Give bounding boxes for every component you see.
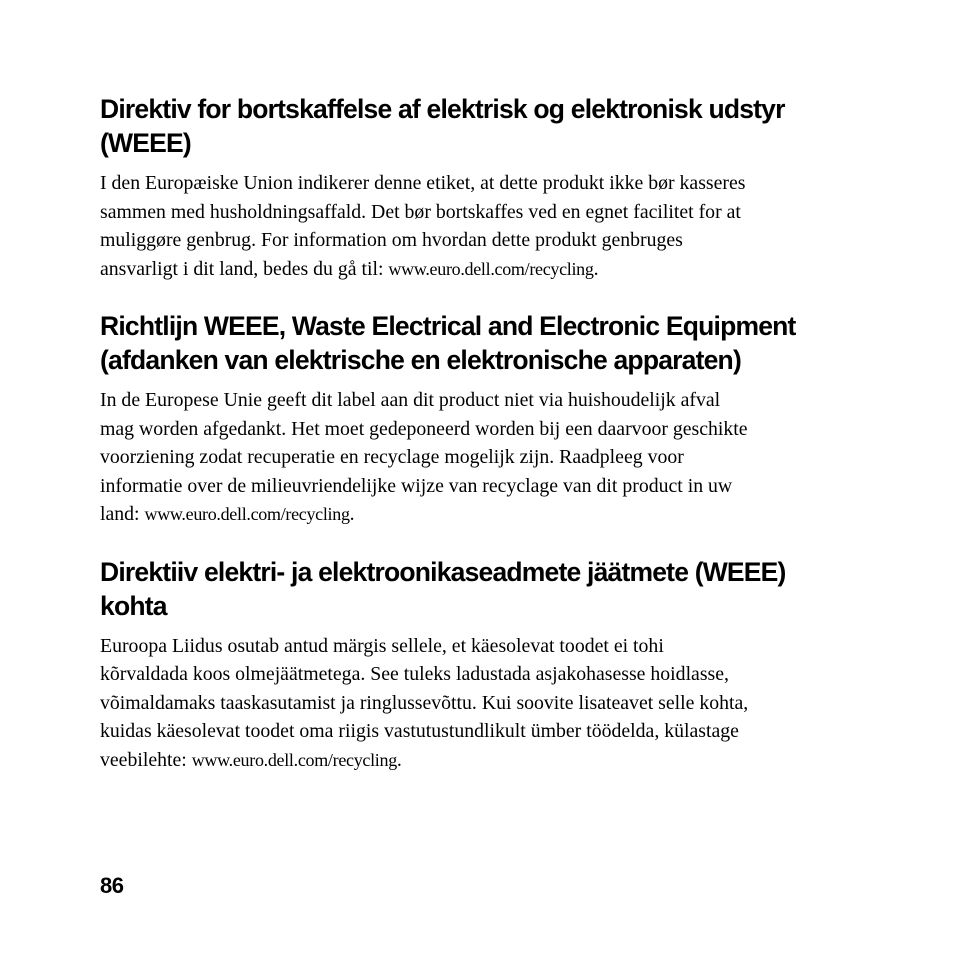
body-line: võimaldamaks taaskasutamist ja ringlussevõttu. Kui soovite lisateavet selle kohta, [100,691,749,714]
recycling-url-link[interactable]: www.euro.dell.com/recycling [388,258,594,279]
body-line-last [100,255,860,284]
heading-line: Direktiiv elektri- ja elektroonikaseadmete jäätmete (WEEE) [100,556,786,587]
heading-line: Richtlijn WEEE, Waste Electrical and Electronic Equipment [100,311,796,341]
body-line: kõrvaldada koos olmejäätmetega. See tuleks ladustada asjakohasesse hoidlasse, [100,663,729,685]
section-body [100,386,860,529]
body-line: kuidas käesolevat toodet oma riigis vastutustundlikult ümber töödelda, külastage [100,720,739,742]
body-line: informatie over de milieuvriendelijke wijze van recyclage van dit product in uw [100,474,733,497]
section-body [100,632,860,775]
body-text-prefix: ansvarligt i dit land, bedes du gå til: [100,257,389,280]
heading-line: kohta [100,590,167,621]
heading-line: Direktiv for bortskaffelse af elektrisk og elektronisk udstyr [100,94,785,124]
section-danish [100,92,860,283]
body-line-last [100,746,860,775]
section-heading [100,309,860,377]
body-line: muliggøre genbrug. For information om hvordan dette produkt genbruges [100,229,683,251]
body-text-suffix: . [396,748,402,771]
recycling-url-link[interactable]: www.euro.dell.com/recycling [191,749,397,770]
section-estonian [100,555,860,775]
recycling-url-link[interactable]: www.euro.dell.com/recycling [144,504,350,524]
body-line: In de Europese Unie geeft dit label aan dit product niet via huishoudelijk afval [100,389,721,411]
body-text-prefix: land: [100,503,145,525]
heading-line: (afdanken van elektrische en elektronische apparaten) [100,345,741,375]
body-line: I den Europæiske Union indikerer denne etiket, at dette produkt ikke bør kasseres [100,172,746,194]
body-line: Euroopa Liidus osutab antud märgis sellele, et käesolevat toodet ei tohi [100,634,664,657]
body-text-prefix: veebilehte: [100,748,192,771]
body-line-last [100,500,860,529]
section-body [100,169,860,283]
section-dutch [100,309,860,529]
heading-line: (WEEE) [100,128,191,158]
section-heading [100,92,860,160]
body-line: mag worden afgedankt. Het moet gedeponeerd worden bij een daarvoor geschikte [100,417,748,440]
body-line: voorziening zodat recuperatie en recyclage mogelijk zijn. Raadpleeg voor [100,446,684,468]
section-heading [100,555,860,623]
page-number: 86 [100,873,124,898]
body-line: sammen med husholdningsaffald. Det bør bortskaffes ved en egnet facilitet for at [100,200,741,223]
document-page [100,92,860,800]
body-text-suffix: . [593,257,599,280]
body-text-suffix: . [349,503,355,525]
